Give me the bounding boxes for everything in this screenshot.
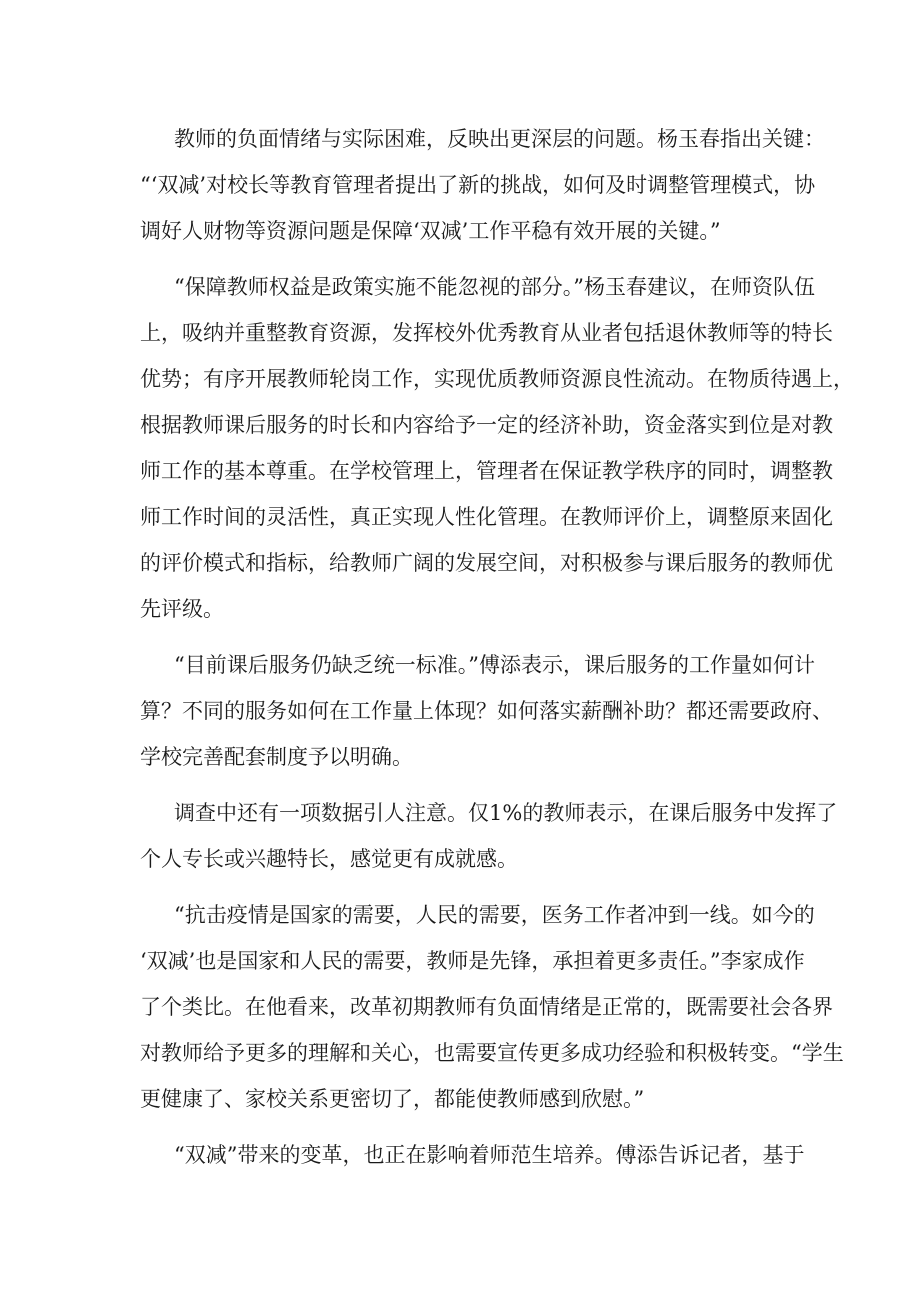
text-line: 学校完善配套制度予以明确。 [140, 745, 413, 769]
text-line: 个人专长或兴趣特长，感觉更有成就感。 [140, 847, 518, 871]
text-line: 根据教师课后服务的时长和内容给予一定的经济补助，资金落实到位是对教 [140, 413, 833, 437]
text-line: ‘双减’也是国家和人民的需要，教师是先锋，承担着更多责任。”李家成作 [140, 949, 805, 973]
paragraph-5 [140, 892, 844, 1122]
text-line: 师工作时间的灵活性，真正实现人性化管理。在教师评价上，调整原来固化 [140, 505, 833, 529]
text-line: 调查中还有一项数据引人注意。仅1%的教师表示，在课后服务中发挥了 [174, 801, 838, 825]
text-line: 师工作的基本尊重。在学校管理上，管理者在保证教学秩序的同时，调整教 [140, 459, 833, 483]
text-line: “目前课后服务仍缺乏统一标准。”傅添表示，课后服务的工作量如何计 [174, 653, 815, 677]
text-line: 先评级。 [140, 597, 224, 621]
paragraph-3 [140, 642, 833, 780]
paragraph-4 [140, 790, 838, 882]
text-line: 调好人财物等资源问题是保障‘双减’工作平稳有效开展的关键。” [140, 219, 721, 243]
text-line: 教师的负面情绪与实际困难，反映出更深层的问题。杨玉春指出关键： [174, 127, 825, 151]
text-line: “抗击疫情是国家的需要，人民的需要，医务工作者冲到一线。如今的 [174, 903, 815, 927]
text-line: 对教师给予更多的理解和关心，也需要宣传更多成功经验和积极转变。“学生 [140, 1041, 844, 1065]
text-line: 了个类比。在他看来，改革初期教师有负面情绪是正常的，既需要社会各界 [140, 995, 833, 1019]
text-line: 上，吸纳并重整教育资源，发挥校外优秀教育从业者包括退休教师等的特长 [140, 321, 833, 345]
text-line: 更健康了、家校关系更密切了，都能使教师感到欣慰。” [140, 1087, 645, 1111]
paragraph-1 [140, 116, 825, 254]
text-line: “双减”带来的变革，也正在影响着师范生培养。傅添告诉记者，基于 [174, 1143, 805, 1167]
text-line: 算？不同的服务如何在工作量上体现？如何落实薪酬补助？都还需要政府、 [140, 699, 833, 723]
text-line: 优势；有序开展教师轮岗工作，实现优质教师资源良性流动。在物质待遇上， [140, 367, 854, 391]
paragraph-2 [140, 264, 854, 632]
text-line: “保障教师权益是政策实施不能忽视的部分。”杨玉春建议，在师资队伍 [174, 275, 815, 299]
text-line: “‘双减’对校长等教育管理者提出了新的挑战，如何及时调整管理模式，协 [140, 173, 816, 197]
article-body [140, 116, 854, 1178]
paragraph-6 [140, 1132, 805, 1178]
text-line: 的评价模式和指标，给教师广阔的发展空间，对积极参与课后服务的教师优 [140, 551, 833, 575]
